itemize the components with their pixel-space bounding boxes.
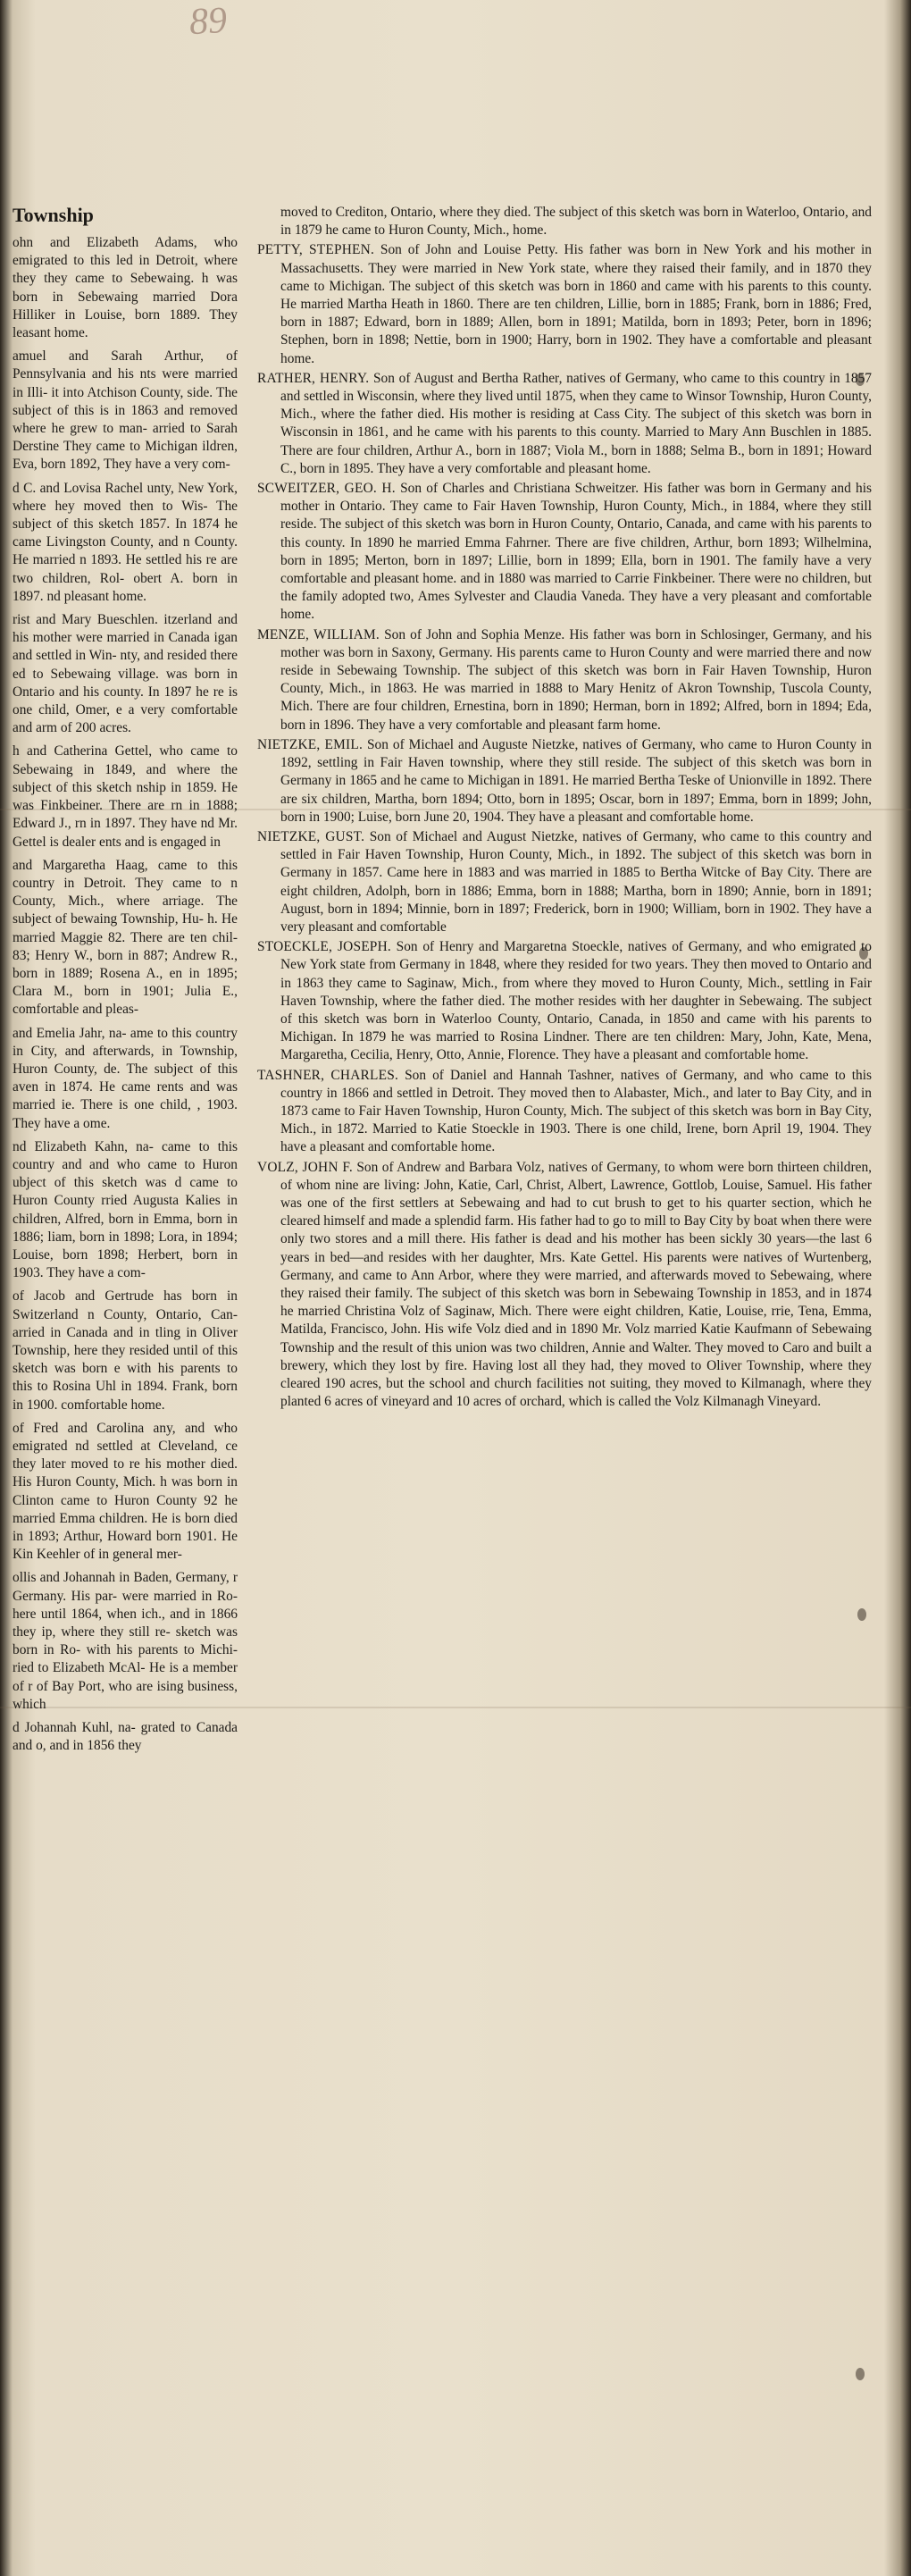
handwritten-page-number: 89 xyxy=(188,0,229,44)
entry-name: RATHER, HENRY. xyxy=(257,370,370,386)
biography-paragraph: d C. and Lovisa Rachel unty, New York, where hey moved then to Wis- The subject of this sketch 1857. In 1874 he came Livingston County, and n County. He married n 1893. He settled his re are two children, Rol- obert A. born in 1897. nd pleasant home. xyxy=(13,480,238,604)
continuation-paragraph: moved to Crediton, Ontario, where they died. The subject of this sketch was born in Waterloo, Ontario, and in 1879 he came to Huron County, Mich., home. xyxy=(280,205,872,239)
biography-entry xyxy=(257,938,872,1064)
biography-entry xyxy=(257,370,872,478)
biography-paragraph: and Margaretha Haag, came to this country in Detroit. They came to n County, Mich., where arriage. The subject of bewaing Township, Hu- h. He married Maggie 82. There are ten chil- 83; Henry W., born in 887; Andrew R., born in 1889; Rosena A., en in 1895; Clara M., born in 1901; Julia E., comfortable and pleas- xyxy=(13,857,238,1018)
biography-entry xyxy=(257,626,872,734)
entry-text: Son of Daniel and Hannah Tashner, natives of Germany, and who came to this country in 1866 and settled in Detroit. They moved then to Alabaster, Mich., and later to Bay City, and in 1873 came to Fair Haven Township, Huron County, Mich. The subject of this sketch was born in Bay City, Mich., in 1872. Married to Katie Stoeckle in 1903. There is one child, Irene, born April 19, 1904. They have a pleasant and comfortable home. xyxy=(280,1067,872,1155)
entry-text: Son of Andrew and Barbara Volz, natives of Germany, to whom were born thirteen children, of whom nine are living: John, Katie, Carl, Christ, Albert, Lawrence, Gottlob, Louise, Samuel. His father was one of the first settlers at Sebewaing and had to cut brush to get to his quarter section, which he cleared himself and made a splendid farm. His father had to go to mill to Bay City by boat when there were only two stores and a mill there. His father is dead and his mother has been sickly 30 years—the last 6 years in bed—and resides with her daughter, Mrs. Kate Gettel. His parents were natives of Wurtenberg, Germany, and came to Ann Arbor, where they were married, and afterwards moved to Sebewaing, where they raised their family. The subject of this sketch was born in Sebewaing Township in 1853, and in 1874 he married Christina Volz of Saginaw, Mich. There were eight children, Katie, Louise, rrie, Tena, Emma, Matilda, Francisco, John. His wife Volz died and in 1890 Mr. Volz married Katie Kaufmann of Sebewaing Township and the result of this union was two children, Annie and Walter. They moved to Caro and built a brewery, which they lost by fire. Having lost all they had, they moved to Oliver Township, where they cleared 190 acres, but the school and church facilities not suiting, they moved to Kilmanagh, where they planted 6 acres of vineyard and 10 acres of orchard, which is called the Volz Kilmanagh Vineyard. xyxy=(280,1159,872,1410)
biography-entry xyxy=(257,1159,872,1412)
entry-name: NIETZKE, EMIL. xyxy=(257,736,364,752)
biography-entry xyxy=(257,1067,872,1157)
biography-paragraph: ollis and Johannah in Baden, Germany, r Germany. His par- were married in Ro- here until 1864, when ich., and in 1866 they ip, where they still re- sketch was born in Ro- with his parents to Michi- ried to Elizabeth McAl- He is a member of r of Bay Port, who are ising business, which xyxy=(13,1570,238,1712)
biography-paragraph: rist and Mary Bueschlen. itzerland and his mother were married in Canada igan and settled in Win- nty, and resided there ed to Sebewaing village. was born in Ontario and his county. In 1897 he re is one child, Omer, e a very comfortable and arm of 200 acres. xyxy=(13,612,238,736)
biography-paragraph: ohn and Elizabeth Adams, who emigrated to this led in Detroit, where they they came to Sebewaing. h was born in Sebewaing married Dora Hilliker in Louise, born 1889. They leasant home. xyxy=(13,235,238,341)
biography-paragraph: of Fred and Carolina any, and who emigrated nd settled at Cleveland, ce they later moved to re his mother died. His Huron County, Mich. h was born in Clinton came to Huron County 92 he married Emma children. He is born died in 1893; Arthur, Howard born 1901. He Kin Keehler of in general mer- xyxy=(13,1420,238,1563)
entry-text: Son of John and Sophia Menze. His father was born in Schlosinger, Germany, and his mother was born in Saxony, Germany. His parents came to Huron County and were married there and now reside in Sebewaing Township. The subject of this sketch was born in Fair Haven Township, Huron County, Mich., in 1863. He was married in 1888 to Mary Henitz of Akron Township, Tuscola County, Mich. There are four children, Ernestina, born in 1890; Herman, born in 1892; Alfred, born in 1894; Eda, born in 1896. They have a very comfortable and pleasant farm home. xyxy=(280,626,872,733)
left-column xyxy=(13,204,238,1760)
biography-paragraph: and Emelia Jahr, na- ame to this country in City, and afterwards, in Township, Huron County, de. The subject of this aven in 1874. He came rents and was married ie. There is one child, , 1903. They have a ome. xyxy=(13,1025,238,1131)
biography-entry xyxy=(257,241,872,367)
entry-name: VOLZ, JOHN F. xyxy=(257,1159,353,1175)
biography-paragraph: amuel and Sarah Arthur, of Pennsylvania and his nts were married in Illi- it into Atchison County, side. The subject of this is in 1863 and removed where he grew to man- arried to Sarah Derstine They came to Michigan ildren, Eva, born 1892, They have a very com- xyxy=(13,348,238,473)
biography-entry xyxy=(257,736,872,827)
entry-text: Son of August and Bertha Rather, natives of Germany, who came to this country in 1857 and settled in Wisconsin, where they lived until 1875, when they came to Winsor Township, Huron County, Mich., where the father died. His mother is residing at Cass City. The subject of this sketch was born in Wisconsin in 1861, and he came with his parents to this county. Married to Mary Ann Buschlen in 1885. There are four children, Arthur A., born in 1887; Viola M., born in 1888; Selma B., born in 1891; Howard C., born in 1895. They have a very comfortable and pleasant home. xyxy=(280,370,873,476)
entry-name: NIETZKE, GUST. xyxy=(257,828,365,844)
biography-entry xyxy=(257,828,872,936)
biography-paragraph: nd Elizabeth Kahn, na- came to this country and and who came to Huron ubject of this sketch was d came to Huron County rried Augusta Kalies in children, Alfred, born in Emma, born in 1886; liam, born in 1898; Lora, in 1894; Louise, born 1898; Herbert, born in 1903. They have a com- xyxy=(13,1138,238,1281)
entry-name: TASHNER, CHARLES. xyxy=(257,1067,399,1083)
biography-paragraph: d Johannah Kuhl, na- grated to Canada and o, and in 1856 they xyxy=(13,1720,238,1754)
biography-paragraph: h and Catherina Gettel, who came to Sebewaing in 1849, and where the subject of this sketch nship in 1859. He was Finkbeiner. There are rn in 1888; Edward J., rn in 1897. They have nd Mr. Gettel is dealer ents and is engaged in xyxy=(13,743,238,850)
entry-name: SCWEITZER, GEO. H. xyxy=(257,481,396,497)
entry-name: MENZE, WILLIAM. xyxy=(257,626,380,642)
binding-hole xyxy=(856,2368,865,2380)
binding-hole xyxy=(857,1608,866,1621)
entry-text: Son of Henry and Margaretna Stoeckle, natives of Germany, and who emigrated to New York state from Germany in 1848, where they resided for two years. They then moved to Ontario and in 1863 they came to Saginaw, Mich., from where they moved to Huron County, Mich., settling in Fair Haven Township, where the father died. The mother resides with her daughter in Sebewaing. The subject of this sketch was born in Waterloo County, Ontario, Canada, in 1850 and came with his parents to Michigan. In 1879 he was married to Rosina Lindner. There are ten children: Mary, John, Kate, Mena, Margaretha, Cecilia, Henry, Otto, Annie, Florence. They have a pleasant and comfortable home. xyxy=(280,939,872,1063)
biography-entry xyxy=(257,480,872,625)
entry-text: Son of Michael and August Nietzke, natives of Germany, who came to this country and settled in Fair Haven Township, Huron County, Mich., in 1892. The subject of this sketch was born in Germany in 1857. Came here in 1883 and was married in 1885 to Bertha Witcke of Bay City. There are eight children, Adolph, born in 1886; Emma, born in 1888; Martha, born in 1890; Annie, born in 1891; August, born in 1894; Minnie, born in 1897; Frederick, born in 1900; William, born in 1902. They have a very pleasant and comfortable xyxy=(280,828,872,935)
entry-text: Son of Michael and Auguste Nietzke, natives of Germany, who came to Huron County in 1892, settling in Fair Haven township, where they still reside. The subject of this sketch was born in Germany in 1865 and he came to Michigan in 1891. He married Bertha Teske of Unionville in 1892. There are six children, Martha, born 1894; Otto, born in 1895; Oscar, born in 1897; Emma, born in 1899; John, born in 1900; Luise, born June 20, 1904. They have a pleasant and comfortable home. xyxy=(280,736,872,825)
right-column xyxy=(257,204,872,1413)
entry-text: Son of John and Louise Petty. His father was born in New York and his mother in Massachusetts. They were married in New York state, where they raised their family, and in 1870 they came to Michigan. The subject of this sketch was born in 1860 and came with his parents to this county. He married Martha Heath in 1860. There are ten children, Lillie, born in 1885; Frank, born in 1886; Fred, born in 1887; Edward, born in 1889; Allen, born in 1891; Matilda, born in 1893; Peter, born in 1896; Stephen, born in 1898; Nettie, born in 1900; Harry, born in 1902. They have a comfortable and pleasant home. xyxy=(280,242,872,366)
entry-name: STOECKLE, JOSEPH. xyxy=(257,939,391,955)
entry-name: PETTY, STEPHEN. xyxy=(257,242,375,258)
entry-text: Son of Charles and Christiana Schweitzer. His father was born in Germany and his mother in Ontario. They came to Fair Haven Township, Huron County, Mich., in 1884, where they still reside. The subject of this sketch was born in Huron County, Ontario, Canada, and came with his parents to this county. In 1890 he married Emma Fahrner. There are five children, Arthur, born 1893; Wilhelmina, born in 1895; Merton, born in 1897; Lillie, born in 1899; Ella, born in 1901. The family have a very comfortable and pleasant home. and in 1880 was married to Carrie Finkbeiner. There were no children, but the family adopted two, Ames Sylvester and Claudia Vaneda. They have a very pleasant and comfortable home. xyxy=(280,481,873,623)
biography-paragraph: of Jacob and Gertrude has born in Switzerland n County, Ontario, Can- arried in Canada and in tling in Oliver Township, here they resided until of this sketch was born e with his parents to this to Rosina Uhl in 1894. Frank, born in 1900. comfortable home. xyxy=(13,1288,238,1413)
section-heading: Township xyxy=(13,204,94,226)
